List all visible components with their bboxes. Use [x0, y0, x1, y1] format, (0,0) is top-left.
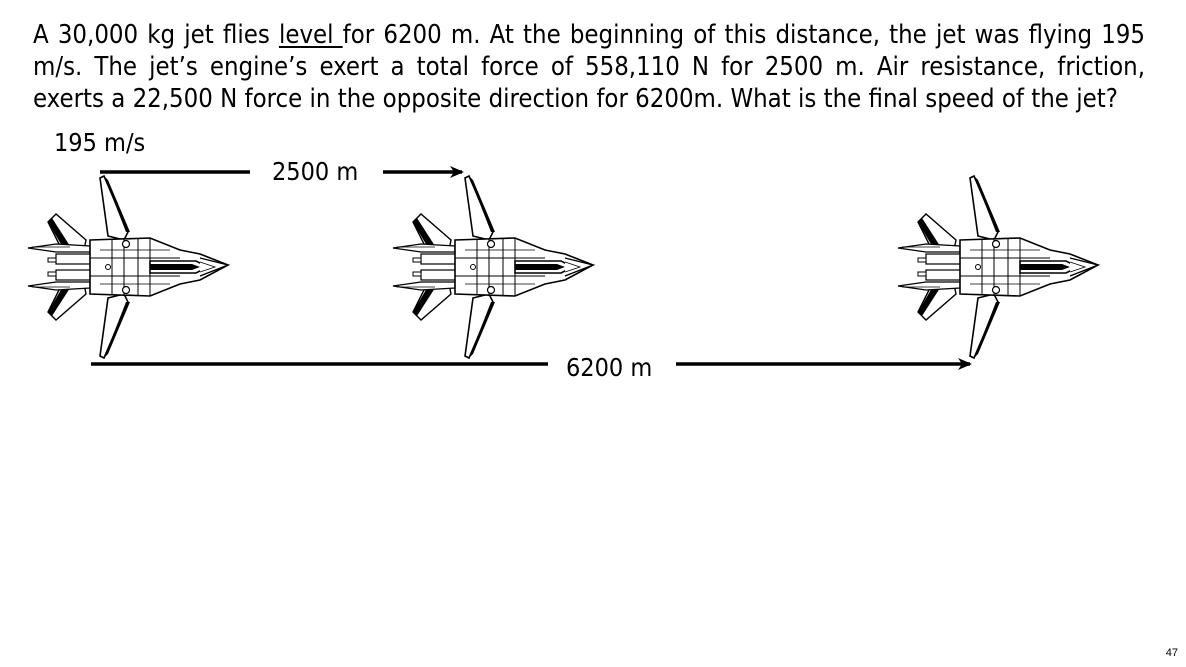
fighter-jet-icon	[393, 176, 593, 358]
fighter-jet-icon	[28, 176, 228, 358]
page-number: 47	[1165, 647, 1178, 659]
problem-text-part2: for 6200 m. At the beginning of this distance, the jet was flying 195 m/s. The jet’s engine’s exert a total force of 558,110 N for 2500 m. Air resistance, friction, exerts a 22,500 N force in the opposite direction for 6200m. What is the final speed of the jet?	[33, 20, 1145, 114]
long-distance-label: 6200 m	[566, 353, 653, 382]
initial-speed-label: 195 m/s	[54, 128, 146, 157]
fighter-jet-icon	[898, 176, 1098, 358]
short-distance-label: 2500 m	[272, 157, 359, 186]
problem-text-part1: A 30,000 kg jet flies	[33, 20, 279, 50]
underlined-word-level: level	[278, 20, 343, 50]
